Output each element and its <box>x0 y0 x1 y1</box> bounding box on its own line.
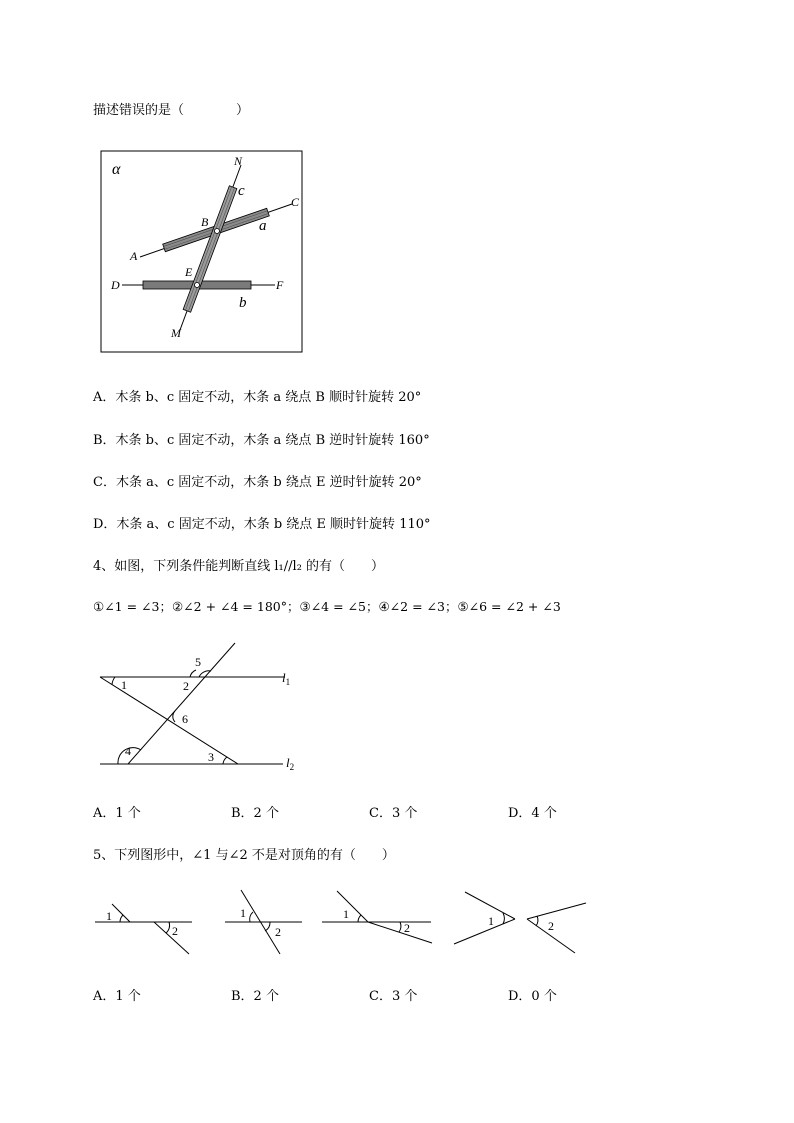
q4-option-b: B．2 个 <box>231 806 279 821</box>
q3-label-B: B <box>201 215 209 229</box>
q3-label-D: D <box>111 278 120 292</box>
q5-fig1-angle-1: 1 <box>106 909 112 923</box>
q4-angle-5: 5 <box>195 655 201 669</box>
q3-option-c: C．木条 a、c 固定不动，木条 b 绕点 E 逆时针旋转 20° <box>93 475 422 490</box>
q5-fig4-angle-1: 1 <box>488 914 494 928</box>
q3-option-a: A．木条 b、c 固定不动，木条 a 绕点 B 顺时针旋转 20° <box>93 390 422 405</box>
q4-angle-6: 6 <box>182 712 188 726</box>
q4-stem: 4、如图，下列条件能判断直线 l₁//l₂ 的有（ ） <box>93 559 385 574</box>
q3-stem: 描述错误的是（ ） <box>93 103 250 118</box>
q4-angle-3: 3 <box>208 750 214 764</box>
q4-angle-2: 2 <box>183 679 189 693</box>
q3-label-F: F <box>276 278 284 292</box>
q4-figure <box>95 640 310 775</box>
q3-label-A: A <box>130 249 138 263</box>
q3-label-E: E <box>185 265 193 279</box>
q4-option-c: C．3 个 <box>369 806 418 821</box>
q5-option-d: D．0 个 <box>508 989 557 1004</box>
q3-label-M: M <box>171 326 181 340</box>
q4-angle-1: 1 <box>121 678 127 692</box>
q5-fig1-angle-2: 2 <box>172 924 178 938</box>
q5-option-c: C．3 个 <box>369 989 418 1004</box>
q4-label-l1-sub: 1 <box>285 677 291 687</box>
q5-stem: 5、下列图形中，∠1 与∠2 不是对顶角的有（ ） <box>93 848 395 863</box>
q4-angle-4: 4 <box>125 744 131 758</box>
q3-label-C: C <box>291 195 300 209</box>
q4-label-l2: l <box>286 755 290 770</box>
q4-label-l2-sub: 2 <box>289 762 295 772</box>
svg-text:l2 <box>286 755 294 772</box>
q3-label-b: b <box>239 295 247 311</box>
svg-text:l1 <box>282 670 290 687</box>
q3-option-d: D．木条 a、c 固定不动，木条 b 绕点 E 顺时针旋转 110° <box>93 517 431 532</box>
q4-label-l1: l <box>282 670 286 685</box>
q3-label-alpha: α <box>112 161 121 178</box>
q5-fig3-angle-2: 2 <box>404 921 410 935</box>
q4-option-a: A．1 个 <box>93 806 141 821</box>
q5-option-a: A．1 个 <box>93 989 141 1004</box>
q3-figure <box>100 150 305 355</box>
q3-label-c: c <box>238 183 245 199</box>
q5-fig4-angle-2: 2 <box>548 919 554 933</box>
q4-conditions: ①∠1 = ∠3；②∠2 + ∠4 = 180°；③∠4 = ∠5；④∠2 = ∠3；⑤∠6 = ∠2 + ∠3 <box>93 599 561 614</box>
q5-option-b: B．2 个 <box>231 989 279 1004</box>
q3-label-N: N <box>234 154 243 168</box>
q5-fig3-angle-1: 1 <box>343 907 349 921</box>
q3-label-a: a <box>259 218 267 234</box>
q5-fig2-angle-2: 2 <box>275 925 281 939</box>
q5-fig2-angle-1: 1 <box>240 906 246 920</box>
q5-figure <box>90 882 600 962</box>
q3-option-b: B．木条 b、c 固定不动，木条 a 绕点 B 逆时针旋转 160° <box>93 433 430 448</box>
q4-option-d: D．4 个 <box>508 806 557 821</box>
